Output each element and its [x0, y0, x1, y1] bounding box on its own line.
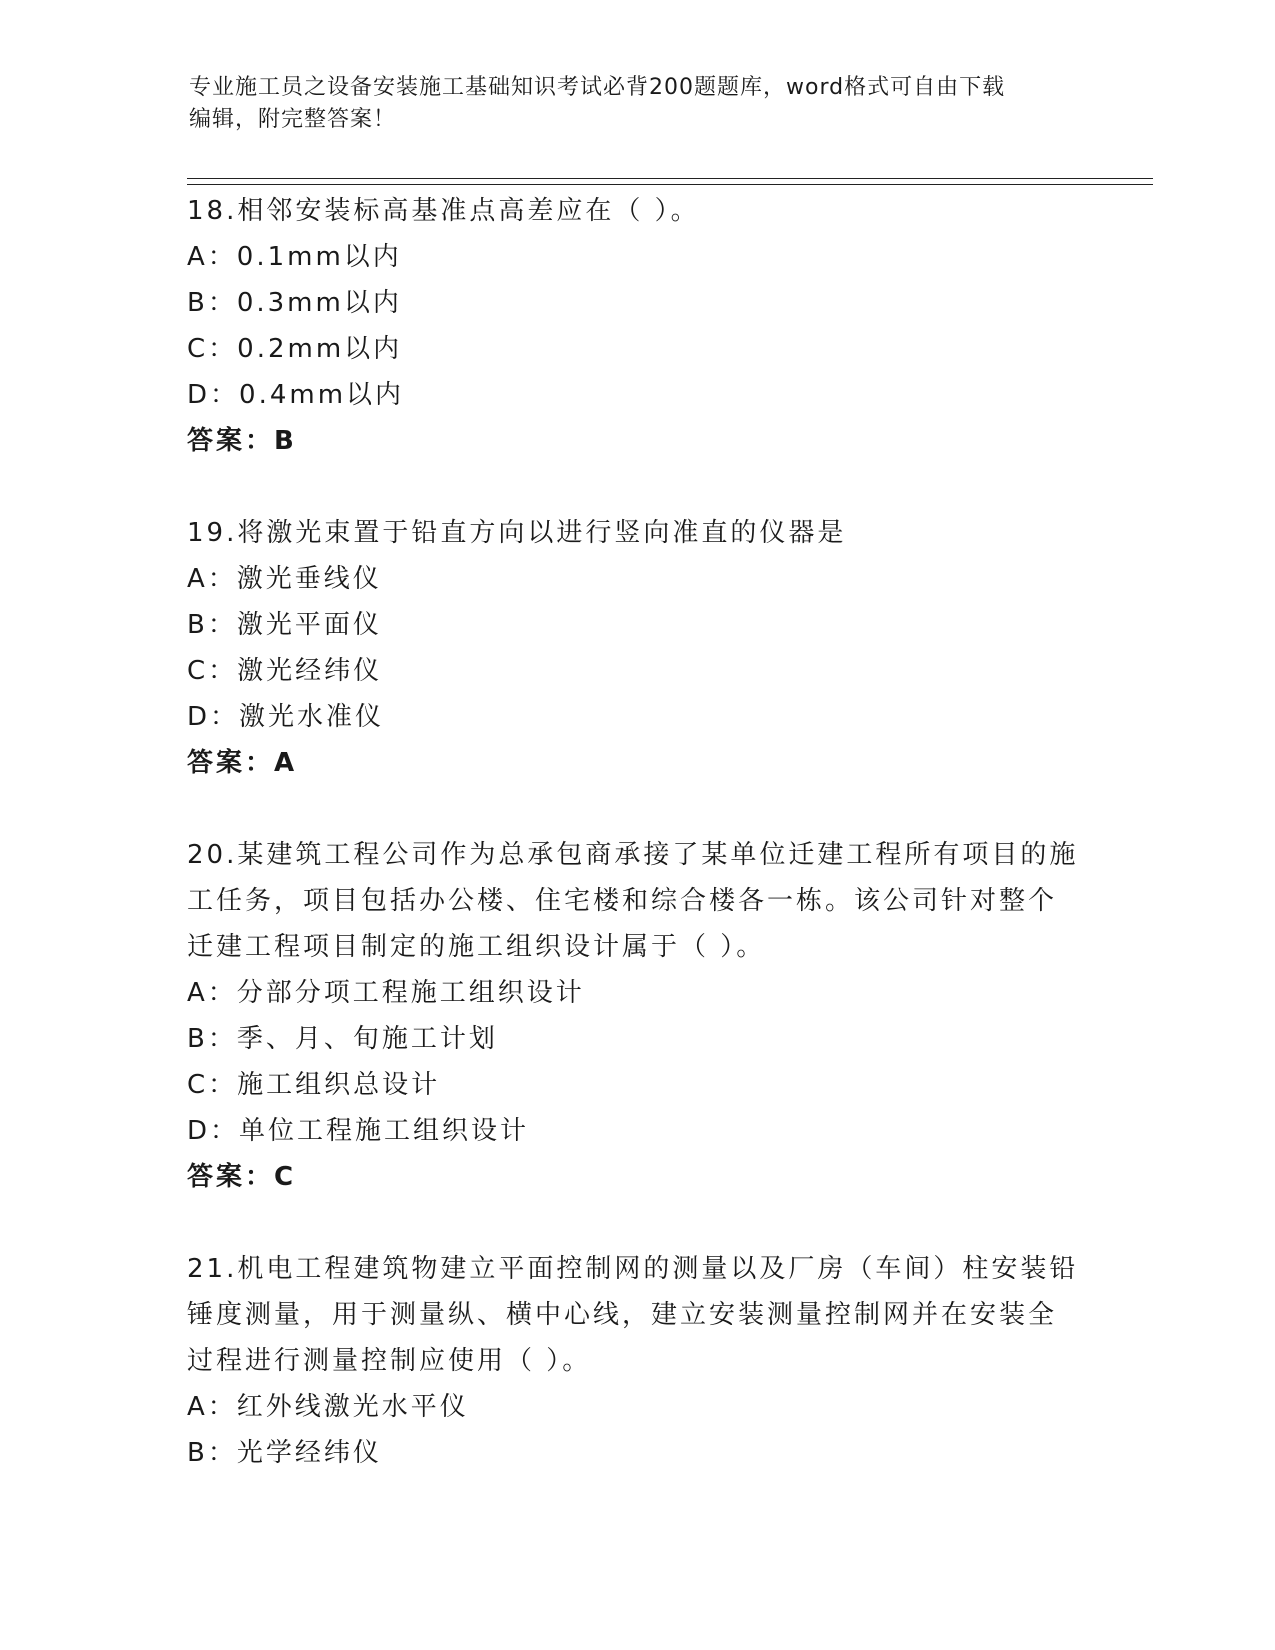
option-b: B：光学经纬仪	[187, 1438, 382, 1468]
question-21	[187, 1246, 1087, 1476]
question-stem: 19.将激光束置于铅直方向以进行竖向准直的仪器是	[187, 518, 847, 548]
question-stem-line-1: 21.机电工程建筑物建立平面控制网的测量以及厂房（车间）柱安装铅	[187, 1254, 1079, 1284]
question-20	[187, 832, 1087, 1200]
option-a: A：0.1mm以内	[187, 242, 402, 272]
header-divider-bottom	[187, 184, 1153, 185]
option-b: B：季、月、旬施工计划	[187, 1024, 498, 1054]
header-line-2: 编辑，附完整答案！	[189, 107, 397, 132]
question-stem-line-3: 过程进行测量控制应使用（ ）。	[187, 1346, 592, 1376]
option-a: A：红外线激光水平仪	[187, 1392, 469, 1422]
question-list	[187, 188, 1087, 1522]
answer-line: 答案：B	[187, 426, 297, 456]
option-d: D：0.4mm以内	[187, 380, 405, 410]
option-c: C：0.2mm以内	[187, 334, 403, 364]
question-stem: 18.相邻安装标高基准点高差应在（ ）。	[187, 196, 700, 226]
answer-line: 答案：C	[187, 1162, 297, 1192]
option-b: B：0.3mm以内	[187, 288, 402, 318]
option-d: D：单位工程施工组织设计	[187, 1116, 530, 1146]
question-18	[187, 188, 1087, 464]
header-line-1: 专业施工员之设备安装施工基础知识考试必背200题题库，word格式可自由下载	[189, 75, 1006, 100]
option-a: A：分部分项工程施工组织设计	[187, 978, 585, 1008]
document-header	[189, 72, 1089, 136]
option-d: D：激光水准仪	[187, 702, 385, 732]
option-c: C：施工组织总设计	[187, 1070, 441, 1100]
question-stem-line-2: 工任务，项目包括办公楼、住宅楼和综合楼各一栋。该公司针对整个	[187, 886, 1058, 916]
header-divider-top	[187, 178, 1153, 179]
question-19	[187, 510, 1087, 786]
answer-line: 答案：A	[187, 748, 298, 778]
option-a: A：激光垂线仪	[187, 564, 382, 594]
question-stem-line-2: 锤度测量，用于测量纵、横中心线，建立安装测量控制网并在安装全	[187, 1300, 1058, 1330]
option-c: C：激光经纬仪	[187, 656, 383, 686]
option-b: B：激光平面仪	[187, 610, 382, 640]
question-stem-line-1: 20.某建筑工程公司作为总承包商承接了某单位迁建工程所有项目的施	[187, 840, 1079, 870]
question-stem-line-3: 迁建工程项目制定的施工组织设计属于（ ）。	[187, 932, 766, 962]
